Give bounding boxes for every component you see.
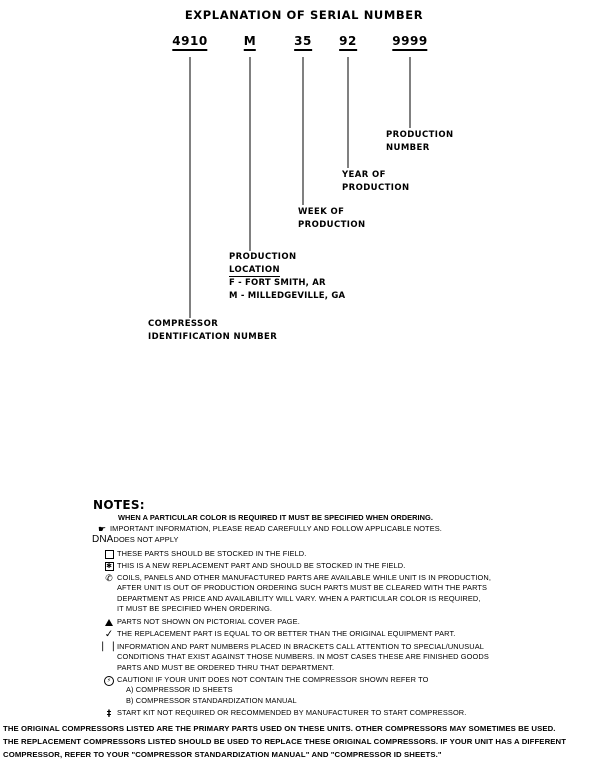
leader-line-year-of-production: [348, 57, 349, 168]
notes-heading: NOTES:: [93, 498, 145, 512]
note-item-equal-or-better: [101, 629, 455, 640]
footer-disclaimer-line-1: THE ORIGINAL COMPRESSORS LISTED ARE THE PRIMARY PARTS USED ON THESE UNITS. OTHER COMPRESSORS MAY SOMETIMES BE USED.: [3, 724, 556, 733]
note-dna-meaning: DOES NOT APPLY: [113, 535, 179, 544]
note-important-text: IMPORTANT INFORMATION, PLEASE READ CAREFULLY AND FOLLOW APPLICABLE NOTES.: [110, 524, 442, 533]
pointing-hand-icon: ☛: [97, 525, 107, 535]
serial-value-compressor-id: 4910: [172, 34, 207, 51]
serial-value-production-location: M: [244, 34, 256, 51]
note-item-brackets-text: [117, 642, 489, 673]
triangle-icon: [101, 617, 117, 628]
serial-label-week-of-production: [298, 206, 366, 231]
leader-line-compressor-id: [190, 57, 191, 318]
serial-label-production-location: [229, 251, 345, 302]
note-item-stocked-text: THESE PARTS SHOULD BE STOCKED IN THE FIELD.: [117, 549, 307, 558]
production-location-option-fort-smith: F - FORT SMITH, AR: [229, 278, 326, 288]
leader-line-week-of-production: [303, 57, 304, 205]
note-item-caution-option-b: B) COMPRESSOR STANDARDIZATION MANUAL: [126, 695, 297, 705]
serial-label-production-number-line2: NUMBER: [386, 142, 430, 153]
note-intro-text: WHEN A PARTICULAR COLOR IS REQUIRED IT MUST BE SPECIFIED WHEN ORDERING.: [118, 513, 433, 522]
serial-label-compressor-id-line2: IDENTIFICATION NUMBER: [148, 331, 278, 342]
note-item-brackets: [101, 642, 489, 673]
note-dna-abbrev: DNA: [92, 534, 114, 545]
note-item-coils-panels: [101, 573, 491, 614]
serial-label-compressor-id-line1: COMPRESSOR: [148, 319, 219, 329]
note-item-start-kit: [101, 708, 466, 719]
brackets-icon: | |: [101, 641, 117, 652]
dagger-icon: ‡: [106, 709, 112, 719]
footer-disclaimer: [3, 722, 608, 761]
serial-value-production-number: 9999: [392, 34, 427, 51]
serial-label-production-number: [386, 129, 454, 154]
note-item-caution: [101, 675, 428, 706]
leader-line-production-location: [250, 57, 251, 251]
note-item-coils-panels-line3: DEPARTMENT AS PRICE AND AVAILABILITY WILL VARY. WHEN A PARTICULAR COLOR IS REQUIRED,: [117, 593, 481, 603]
note-item-coils-panels-line2: AFTER UNIT IS OUT OF PRODUCTION ORDERING SUCH PARTS MUST BE CLEARED WITH THE PARTS: [117, 583, 488, 593]
serial-label-year-of-production-line1: YEAR OF: [342, 170, 386, 180]
note-dna-line: [92, 535, 179, 545]
note-item-not-shown-text: PARTS NOT SHOWN ON PICTORIAL COVER PAGE.: [117, 617, 300, 626]
note-item-caution-line1: CAUTION! IF YOUR UNIT DOES NOT CONTAIN THE COMPRESSOR SHOWN REFER TO: [117, 675, 429, 684]
note-item-coils-panels-text: [117, 573, 491, 614]
checkmark-icon: ✓: [103, 628, 115, 641]
note-item-coils-panels-line1: COILS, PANELS AND OTHER MANUFACTURED PARTS ARE AVAILABLE WHILE UNIT IS IN PRODUCTION,: [117, 573, 492, 582]
note-item-new-replacement: [101, 561, 405, 574]
caution-icon: ⚡: [101, 675, 117, 689]
note-item-brackets-line1: INFORMATION AND PART NUMBERS PLACED IN BRACKETS CALL ATTENTION TO SPECIAL/UNUSUAL: [117, 642, 485, 651]
leader-line-production-number: [410, 57, 411, 128]
serial-label-week-of-production-line1: WEEK OF: [298, 207, 345, 217]
note-item-new-replacement-text: THIS IS A NEW REPLACEMENT PART AND SHOULD BE STOCKED IN THE FIELD.: [117, 561, 406, 570]
note-item-caution-option-a: A) COMPRESSOR ID SHEETS: [126, 685, 233, 695]
note-item-coils-panels-line4: IT MUST BE SPECIFIED WHEN ORDERING.: [117, 603, 273, 613]
footer-disclaimer-line-2: THE REPLACEMENT COMPRESSORS LISTED SHOULD BE USED TO REPLACE THESE ORIGINAL COMPRESSORS. IF YOUR UNIT HAS A DIFFERENT: [3, 737, 567, 746]
serial-value-year-of-production: 92: [339, 34, 357, 51]
note-item-brackets-line3: PARTS AND MUST BE ORDERED THRU THAT DEPARTMENT.: [117, 662, 335, 672]
serial-label-production-number-line1: PRODUCTION: [386, 130, 454, 140]
square-icon: [101, 549, 117, 562]
serial-label-week-of-production-line2: PRODUCTION: [298, 219, 366, 230]
note-item-not-shown: [101, 617, 300, 628]
serial-label-production-location-line1: PRODUCTION: [229, 252, 297, 262]
serial-label-compressor-id: [148, 318, 277, 343]
note-important-row: [94, 524, 442, 535]
note-intro-row: [118, 513, 433, 523]
pointing-hand-icon: ✆: [105, 574, 113, 584]
serial-value-week-of-production: 35: [294, 34, 312, 51]
note-item-start-kit-text: START KIT NOT REQUIRED OR RECOMMENDED BY MANUFACTURER TO START COMPRESSOR.: [117, 708, 467, 717]
serial-label-year-of-production-line2: PRODUCTION: [342, 182, 410, 193]
page-title: EXPLANATION OF SERIAL NUMBER: [184, 8, 424, 22]
note-item-equal-or-better-text: THE REPLACEMENT PART IS EQUAL TO OR BETTER THAN THE ORIGINAL EQUIPMENT PART.: [117, 629, 456, 638]
production-location-option-milledgeville: M - MILLEDGEVILLE, GA: [229, 290, 346, 301]
note-item-stocked: [101, 549, 306, 562]
serial-label-production-location-line2: LOCATION: [229, 264, 280, 278]
note-item-caution-text: [117, 675, 428, 706]
note-item-brackets-line2: CONDITIONS THAT EXIST AGAINST THOSE NUMBERS. IN MOST CASES THESE ARE FINISHED GOODS: [117, 652, 489, 662]
serial-label-year-of-production: [342, 169, 410, 194]
boxed-star-icon: ✱: [106, 562, 112, 570]
footer-disclaimer-line-3: COMPRESSOR, REFER TO YOUR "COMPRESSOR STANDARDIZATION MANUAL" AND "COMPRESSOR ID SHEETS.": [3, 750, 442, 759]
note-dna-row: [92, 535, 179, 545]
